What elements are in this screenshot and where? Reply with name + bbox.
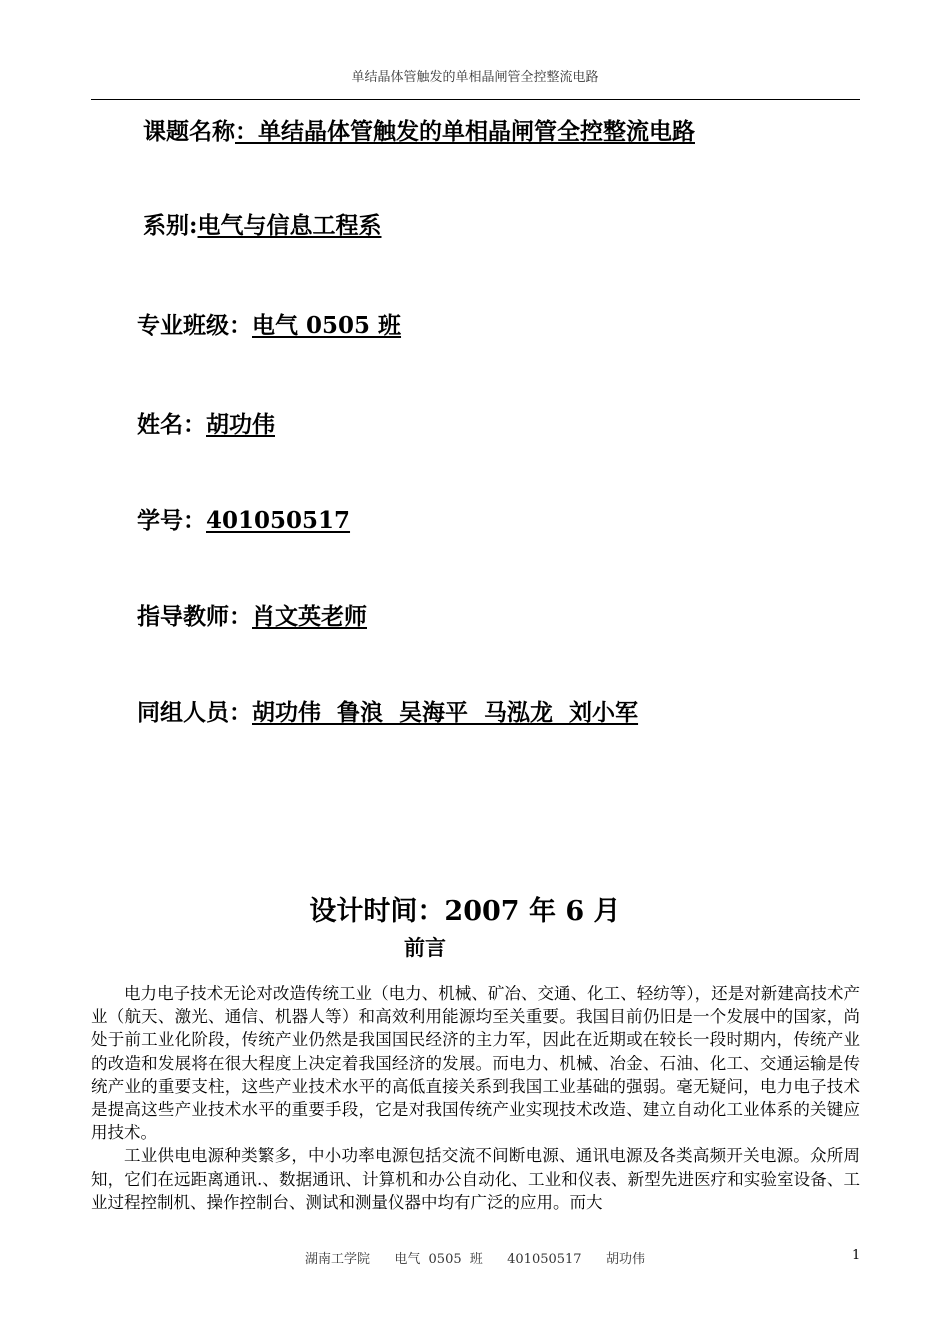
preface-title: 前言 [404,935,446,960]
topic-field [143,113,695,146]
design-time: 设计时间：2007 年 6 月 [309,896,621,927]
department-sep: : [189,212,198,239]
group-label: 同组人员 [137,699,229,726]
advisor-sep: ： [229,603,252,630]
department-field [143,207,382,240]
preface-paragraph-2: 工业供电电源种类繁多，中小功率电源包括交流不间断电源、通讯电源及各类高频开关电源。众所周知，它们在远距离通讯.、数据通讯、计算机和办公自动化、工业和仪表、新型先进医疗和实验室设备、工业过程控制机、操作控制台、测试和测量仪器中均有广泛的应用。而大 [91,1146,860,1212]
student-id-sep: ： [183,507,206,534]
topic-sep: ： [235,118,258,145]
name-sep: ： [183,411,206,438]
student-id-label: 学号 [137,507,183,534]
header-rule [91,99,860,100]
class-label: 专业班级 [137,312,229,339]
advisor-field [137,598,367,631]
department-value: 电气与信息工程系 [197,212,382,239]
group-value: 胡功伟 鲁浪 吴海平 马泓龙 刘小军 [252,699,639,726]
preface-paragraph-1: 电力电子技术无论对改造传统工业（电力、机械、矿冶、交通、化工、轻纺等），还是对新建高技术产业（航天、激光、通信、机器人等）和高效利用能源均至关重要。我国目前仍旧是一个发展中的国家，尚处于前工业化阶段，传统产业仍然是我国国民经济的主力军，因此在近期或在较长一段时期内，传统产业的改造和发展将在很大程度上决定着我国经济的发展。而电力、机械、冶金、石油、化工、交通运输是传统产业的重要支柱，这些产业技术水平的高低直接关系到我国工业基础的强弱。毫无疑问，电力电子技术是提高这些产业技术水平的重要手段，它是对我国传统产业实现技术改造、建立自动化工业体系的关键应用技术。 [91,984,860,1143]
group-sep: ： [229,699,252,726]
advisor-label: 指导教师 [137,603,229,630]
department-label: 系别 [143,212,189,239]
running-header: 单结晶体管触发的单相晶闸管全控整流电路 [351,70,599,85]
class-sep: ： [229,312,252,339]
name-field [137,406,275,439]
advisor-value: 肖文英老师 [252,603,367,630]
topic-value: 单结晶体管触发的单相晶闸管全控整流电路 [258,118,695,145]
student-id-value: 401050517 [206,507,351,534]
page-number: 1 [852,1248,861,1263]
name-value: 胡功伟 [206,411,275,438]
group-members-field [137,694,638,727]
topic-label: 课题名称 [143,118,235,145]
student-id-field [137,502,350,535]
page-footer: 湖南工学院 电气 0505 班 401050517 胡功伟 [305,1252,645,1267]
class-field [137,307,401,340]
class-value: 电气 0505 班 [252,312,402,339]
preface-body [91,982,860,1214]
name-label: 姓名 [137,411,183,438]
